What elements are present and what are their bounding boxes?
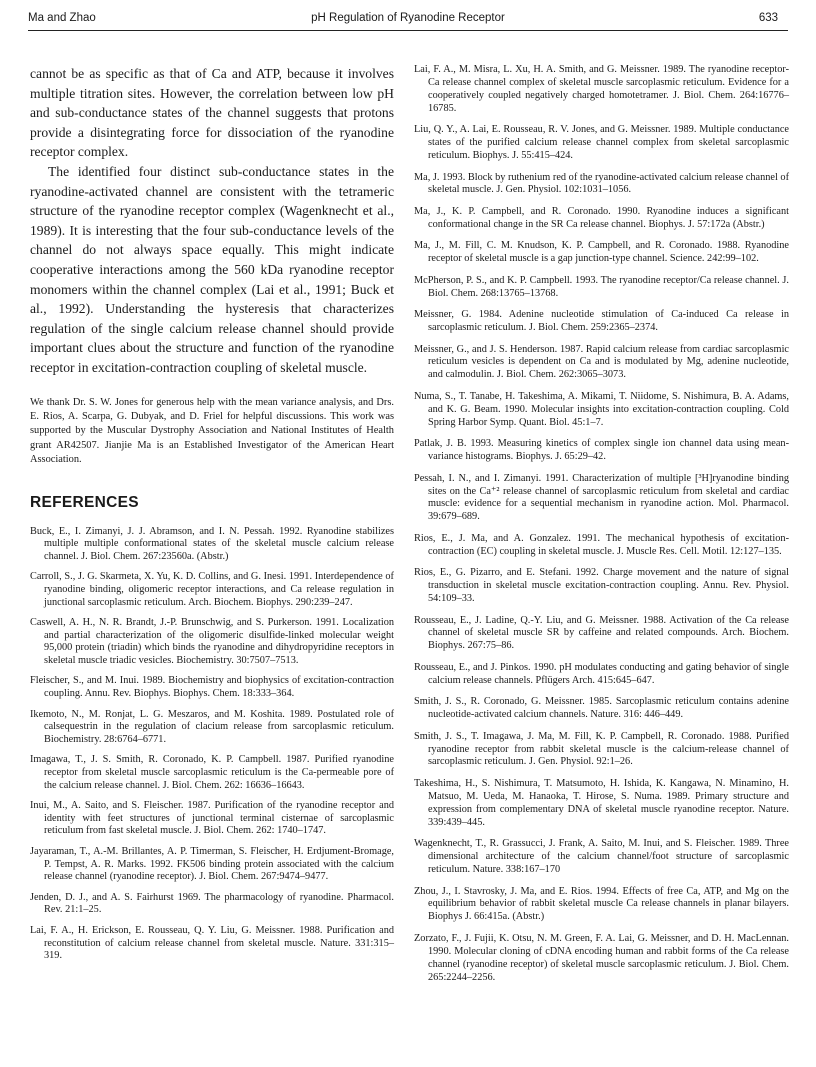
left-column <box>30 64 394 971</box>
body-paragraph: The identified four distinct sub-conductance states in the ryanodine-activated channel are consistent with the tetrameric structure of the ryanodine receptor complex (Wagenknecht et al., 1989). It is interesting that the four sub-conductance levels of the channel do not always space equally. This might indicate cooperative interactions among the 560 kDa ryanodine receptor monomers within the channel complex (Lai et al., 1991; Buck et al., 1992). Understanding the hysteresis that characterizes regulation of the single calcium release channel should provide important clues about the structure and function of the ryanodine receptor in excitation-contraction coupling of skeletal muscle. <box>30 163 394 375</box>
reference-item: Rios, E., G. Pizarro, and E. Stefani. 1992. Charge movement and the nature of signal transduction in skeletal muscle excitation-contraction coupling. Annu. Rev. Physiol. 54:109–33. <box>414 567 789 605</box>
acknowledgment: We thank Dr. S. W. Jones for generous help with the mean variance analysis, and Drs. E. Rios, A. Scarpa, G. Dubyak, and D. Friel for helpful discussions. This work was supported by the Muscular Dystrophy Association and National Institutes of Health grant AR42507. Jianjie Ma is an Established Investigator of the American Heart Association. <box>30 396 394 466</box>
reference-item: Meissner, G. 1984. Adenine nucleotide stimulation of Ca-induced Ca release in sarcoplasmic reticulum. J. Biol. Chem. 259:2365–2374. <box>414 309 789 334</box>
references-list-right <box>414 64 789 984</box>
reference-item: Pessah, I. N., and I. Zimanyi. 1991. Characterization of multiple [³H]ryanodine binding sites on the Ca⁺² release channel of sarcoplasmic reticulum from skeletal and cardiac muscle: evidence for a sequential mechanism in ryanodine action. Mol. Pharmacol. 39:679–689. <box>414 472 789 523</box>
reference-item: Buck, E., I. Zimanyi, J. J. Abramson, and I. N. Pessah. 1992. Ryanodine stabilizes multiple multiple conformational states of the skeletal muscle calcium release channel. J. Biol. Chem. 267:23560a. (Abstr.) <box>30 525 394 562</box>
reference-item: Numa, S., T. Tanabe, H. Takeshima, A. Mikami, T. Niidome, S. Nishimura, B. A. Adams, and K. G. Beam. 1990. Molecular insights into excitation-contraction coupling. Cold Spring Harbor Symp. Quant. Biol. 45:1–7. <box>414 390 789 428</box>
right-column <box>414 64 789 993</box>
reference-item: Fleischer, S., and M. Inui. 1989. Biochemistry and biophysics of excitation-contraction coupling. Annu. Rev. Biophys. Biophys. Chem. 18:333–364. <box>30 675 394 700</box>
reference-item: Takeshima, H., S. Nishimura, T. Matsumoto, H. Ishida, K. Kangawa, N. Minamino, H. Matsuo, M. Ueda, M. Hanaoka, T. Hirose, S. Numa. 1989. Primary structure and expression from complementary DNA of skeletal muscle ryanodine receptor. Nature. 339:439–445. <box>414 777 789 828</box>
reference-item: Ma, J., K. P. Campbell, and R. Coronado. 1990. Ryanodine induces a significant conformational change in the SR Ca release channel. Biophys. J. 57:172a (Abstr.) <box>414 205 789 230</box>
reference-item: Jayaraman, T., A.-M. Brillantes, A. P. Timerman, S. Fleischer, H. Erdjument-Bromage, P. Tempst, A. R. Marks. 1992. FK506 binding protein associated with the calcium release channel (ryanodine receptor). J. Biol. Chem. 267:9474–9477. <box>30 846 394 883</box>
reference-item: Rousseau, E., and J. Pinkos. 1990. pH modulates conducting and gating behavior of single calcium release channels. Pflügers Arch. 415:645–647. <box>414 661 789 686</box>
reference-item: Rousseau, E., J. Ladine, Q.-Y. Liu, and G. Meissner. 1988. Activation of the Ca release channel of skeletal muscle SR by caffeine and related compounds. Arch. Biochem. Biophys. 267:75–86. <box>414 614 789 652</box>
page-number: 633 <box>758 12 778 24</box>
reference-item: Zorzato, F., J. Fujii, K. Otsu, N. M. Green, F. A. Lai, G. Meissner, and D. H. MacLennan. 1990. Molecular cloning of cDNA encoding human and rabbit forms of the Ca release channel (ryanodine receptor) of skeletal muscle sarcoplasmic reticulum. J. Biol. Chem. 265:2244–2256. <box>414 932 789 983</box>
reference-item: Meissner, G., and J. S. Henderson. 1987. Rapid calcium release from cardiac sarcoplasmic reticulum vesicles is dependent on Ca and is modulated by Mg, adenine nucleotide, and calmodulin. J. Biol. Chem. 262:3065–3073. <box>414 343 789 381</box>
header-rule <box>28 30 788 31</box>
reference-item: Ikemoto, N., M. Ronjat, L. G. Meszaros, and M. Koshita. 1989. Postulated role of calsequestrin in the regulation of clacium release from sarcoplasmic reticulum. Biochemistry. 28:6764–6771. <box>30 708 394 745</box>
reference-item: Rios, E., J. Ma, and A. Gonzalez. 1991. The mechanical hypothesis of excitation-contraction (EC) coupling in skeletal muscle. J. Muscle Res. Cell. Motil. 12:127–135. <box>414 532 789 557</box>
running-header <box>28 9 788 31</box>
header-title: pH Regulation of Ryanodine Receptor <box>311 12 505 24</box>
references-heading: REFERENCES <box>30 493 139 511</box>
reference-item: Lai, F. A., M. Misra, L. Xu, H. A. Smith, and G. Meissner. 1989. The ryanodine receptor-Ca release channel complex of skeletal muscle sarcoplasmic reticulum. Evidence for a cooperatively coupled negatively charged homotetramer. J. Biol. Chem. 264:16776–16785. <box>414 64 789 114</box>
reference-item: Liu, Q. Y., A. Lai, E. Rousseau, R. V. Jones, and G. Meissner. 1989. Multiple conductance states of the purified calcium release channel complex from skeletal sarcoplasmic reticulum. Biophys. J. 55:415–424. <box>414 124 789 162</box>
reference-item: Caswell, A. H., N. R. Brandt, J.-P. Brunschwig, and S. Purkerson. 1991. Localization and partial characterization of the oligomeric disulfide-linked molecular weight 95,000 protein (triadin) which binds the ryanodine and dihydropyridine receptors in skeletal muscle triadic vesicles. Biochemistry. 30:7507–7513. <box>30 617 394 666</box>
reference-item: Carroll, S., J. G. Skarmeta, X. Yu, K. D. Collins, and G. Inesi. 1991. Interdependence of ryanodine binding, oligomeric receptor interactions, and Ca release regulation in junctional sarcoplasmic reticulum. Arch. Biochem. Biophys. 290:239–247. <box>30 571 394 608</box>
body-paragraph: cannot be as specific as that of Ca and ATP, because it involves multiple titration sites. However, the correlation between low pH and sub-conductance states of the channel suggests that protons provide a disintegrating force for dissociation of the ryanodine receptor complex. <box>30 66 394 160</box>
references-list-left <box>30 526 394 963</box>
reference-item: Inui, M., A. Saito, and S. Fleischer. 1987. Purification of the ryanodine receptor and identity with feet structures of junctional terminal cisternae of sarcoplasmic reticulum from fast skeletal muscle. J. Biol. Chem. 262: 1740–1747. <box>30 800 394 837</box>
reference-item: Wagenknecht, T., R. Grassucci, J. Frank, A. Saito, M. Inui, and S. Fleischer. 1989. Three dimensional architecture of the calcium channel/foot structure of sarcoplasmic reticulum. Nature. 338:167–170 <box>414 838 789 875</box>
reference-item: Smith, J. S., R. Coronado, G. Meissner. 1985. Sarcoplasmic reticulum contains adenine nucleotide-activated calcium channels. Nature. 316: 446–449. <box>414 696 789 721</box>
reference-item: Ma, J. 1993. Block by ruthenium red of the ryanodine-activated calcium release channel of skeletal muscle. J. Gen. Physiol. 102:1031–1056. <box>414 171 789 196</box>
reference-item: Jenden, D. J., and A. S. Fairhurst 1969. The pharmacology of ryanodine. Pharmacol. Rev. 21:1–25. <box>30 891 394 916</box>
reference-item: Smith, J. S., T. Imagawa, J. Ma, M. Fill, K. P. Campbell, R. Coronado. 1988. Purified ryanodine receptor from rabbit skeletal muscle is the calcium-release channel of sarcoplasmic reticulum. J. Gen. Physiol. 92:1–26. <box>414 730 789 768</box>
reference-item: Imagawa, T., J. S. Smith, R. Coronado, K. P. Campbell. 1987. Purified ryanodine receptor from skeletal muscle sarcoplasmic reticulum is the Ca-permeable pore of the calcium release channel. J. Biol. Chem. 262: 16636–16643. <box>30 754 394 791</box>
reference-item: Ma, J., M. Fill, C. M. Knudson, K. P. Campbell, and R. Coronado. 1988. Ryanodine receptor of skeletal muscle is a gap junction-type channel. Science. 242:99–102. <box>414 240 789 265</box>
reference-item: Patlak, J. B. 1993. Measuring kinetics of complex single ion channel data using mean-variance histograms. Biophys. J. 65:29–42. <box>414 438 789 463</box>
reference-item: Zhou, J., I. Stavrosky, J. Ma, and E. Rios. 1994. Effects of free Ca, ATP, and Mg on the equilibrium behavior of rabbit skeletal muscle Ca release channels in planar bilayers. Biophys J. 66:415a. (Abstr.) <box>414 885 789 923</box>
header-authors: Ma and Zhao <box>28 12 96 24</box>
reference-item: McPherson, P. S., and K. P. Campbell. 1993. The ryanodine receptor/Ca release channel. J. Biol. Chem. 268:13765–13768. <box>414 274 789 299</box>
body-text <box>30 64 394 378</box>
reference-item: Lai, F. A., H. Erickson, E. Rousseau, Q. Y. Liu, G. Meissner. 1988. Purification and reconstitution of calcium release channel from skeletal muscle. Nature. 331:315–319. <box>30 924 394 962</box>
